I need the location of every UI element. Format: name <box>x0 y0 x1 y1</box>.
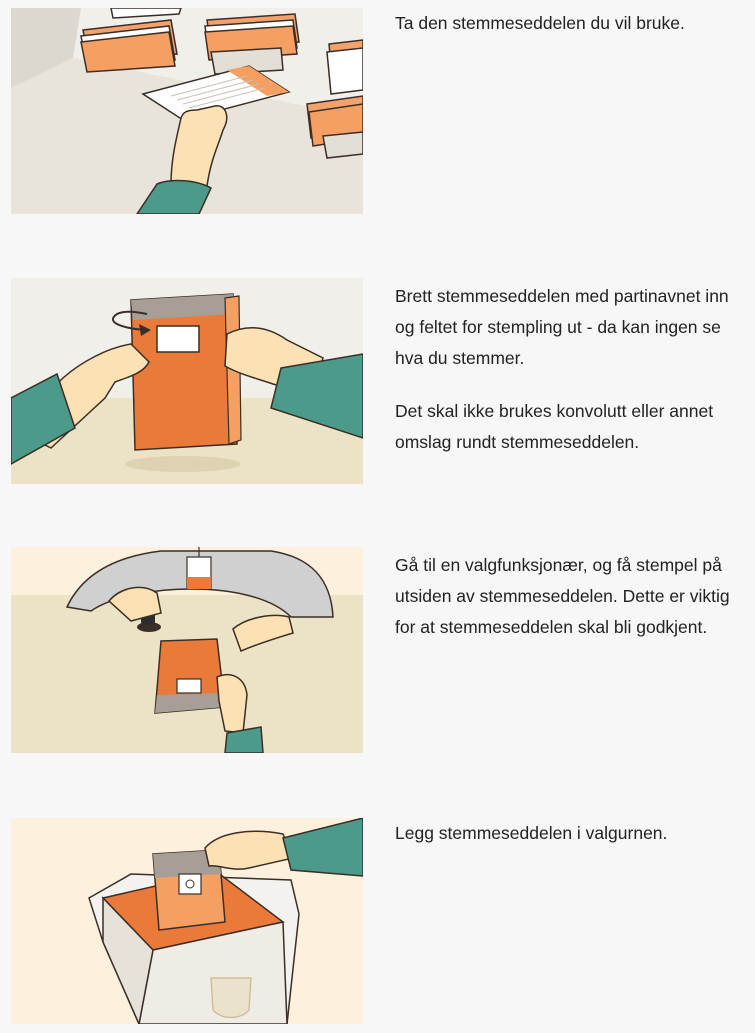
step-4-paragraph: Legg stemmeseddelen i valgurnen. <box>395 823 668 843</box>
step-2-paragraph-1: Brett stemmeseddelen med partinavnet inn og feltet for stempling ut - da kan ingen se hva du stemmer. <box>395 286 729 368</box>
step-2-text <box>395 281 750 469</box>
step-2-paragraph-2: Det skal ikke brukes konvolutt eller annet omslag rundt stemmeseddelen. <box>395 401 714 452</box>
step-4-text <box>395 818 750 860</box>
step-3-text <box>395 550 750 654</box>
illustration-ballot-urn <box>11 818 363 1024</box>
step-1-text <box>395 8 750 50</box>
step-3-paragraph: Gå til en valgfunksjonær, og få stempel på utsiden av stemmeseddelen. Dette er viktig for at stemmeseddelen skal bli godkjent. <box>395 555 730 637</box>
step-1-paragraph: Ta den stemmeseddelen du vil bruke. <box>395 13 685 33</box>
illustration-fold-ballot <box>11 278 363 484</box>
illustration-stamp-ballot <box>11 547 363 753</box>
illustration-take-ballot <box>11 8 363 214</box>
